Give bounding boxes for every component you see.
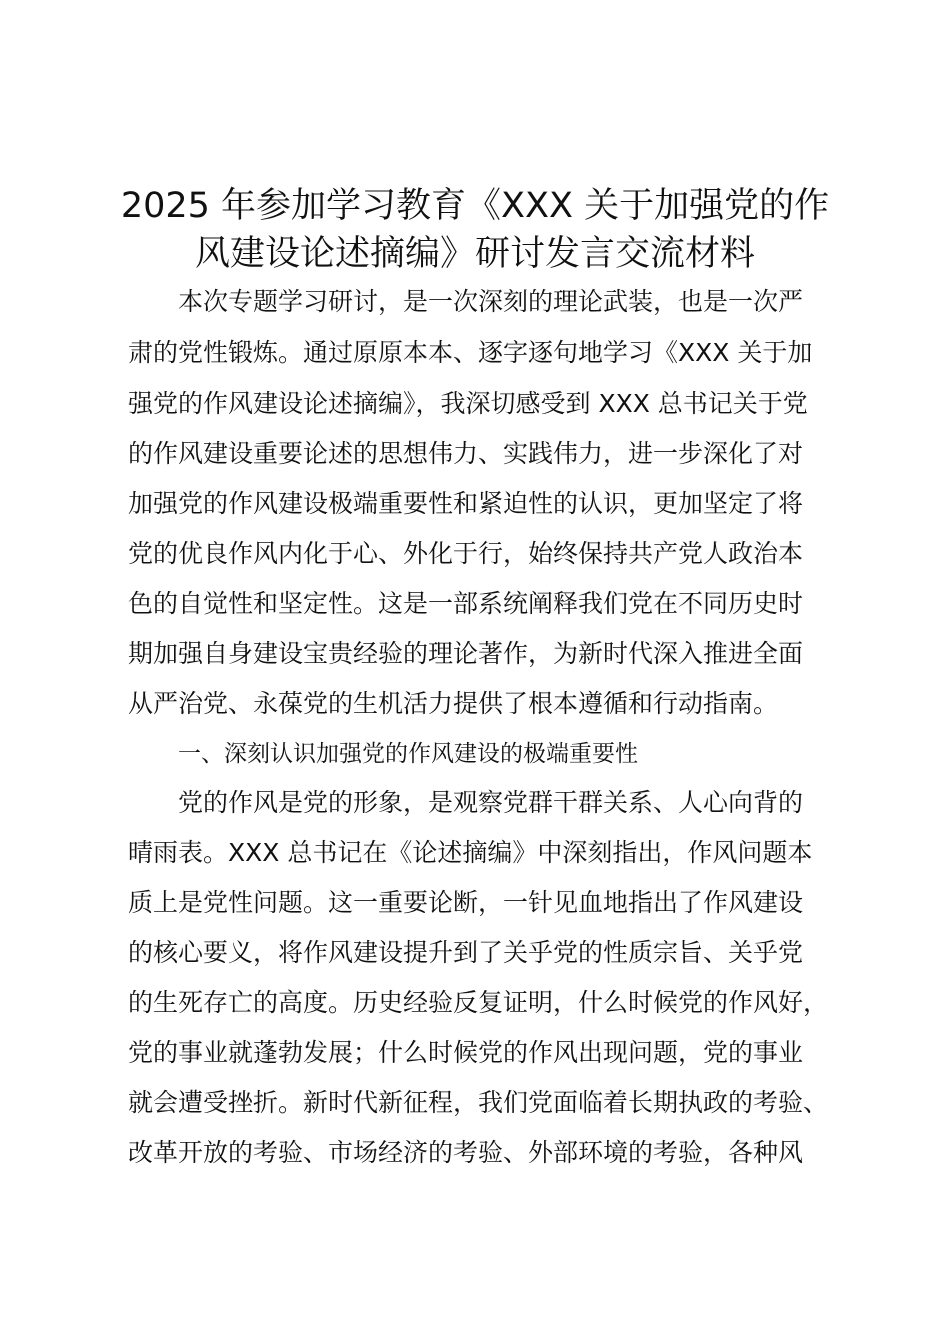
intro-line-3: 强党的作风建设论述摘编》，我深切感受到 XXX 总书记关于党 (128, 389, 808, 418)
intro-line-2: 肃的党性锻炼。通过原原本本、逐字逐句地学习《XXX 关于加 (128, 338, 813, 367)
intro-line-7: 色的自觉性和坚定性。这是一部系统阐释我们党在不同历史时 (128, 589, 804, 618)
section-line-4: 的核心要义，将作风建设提升到了关乎党的性质宗旨、关乎党 (128, 938, 804, 967)
document-title-line-2: 风建设论述摘编》研讨发言交流材料 (194, 234, 755, 274)
intro-line-1: 本次专题学习研讨，是一次深刻的理论武装，也是一次严 (178, 287, 804, 316)
section-heading: 一、深刻认识加强党的作风建设的极端重要性 (178, 741, 638, 767)
intro-line-8: 期加强自身建设宝贵经验的理论著作，为新时代深入推进全面 (128, 639, 804, 668)
section-line-7: 就会遭受挫折。新时代新征程，我们党面临着长期执政的考验、 (128, 1088, 829, 1117)
section-line-3: 质上是党性问题。这一重要论断，一针见血地指出了作风建设 (128, 888, 804, 917)
section-line-8: 改革开放的考验、市场经济的考验、外部环境的考验，各种风 (128, 1138, 804, 1167)
section-line-5: 的生死存亡的高度。历史经验反复证明，什么时候党的作风好， (128, 988, 829, 1017)
intro-line-5: 加强党的作风建设极端重要性和紧迫性的认识，更加坚定了将 (128, 489, 804, 518)
intro-line-9: 从严治党、永葆党的生机活力提供了根本遵循和行动指南。 (128, 689, 779, 718)
intro-line-4: 的作风建设重要论述的思想伟力、实践伟力，进一步深化了对 (128, 439, 804, 468)
section-line-1: 党的作风是党的形象，是观察党群干群关系、人心向背的 (178, 788, 804, 817)
section-line-6: 党的事业就蓬勃发展；什么时候党的作风出现问题，党的事业 (128, 1038, 804, 1067)
document-title-line-1: 2025 年参加学习教育《XXX 关于加强党的作 (120, 186, 830, 226)
section-line-2: 晴雨表。XXX 总书记在《论述摘编》中深刻指出，作风问题本 (128, 838, 813, 867)
intro-line-6: 党的优良作风内化于心、外化于行，始终保持共产党人政治本 (128, 539, 804, 568)
